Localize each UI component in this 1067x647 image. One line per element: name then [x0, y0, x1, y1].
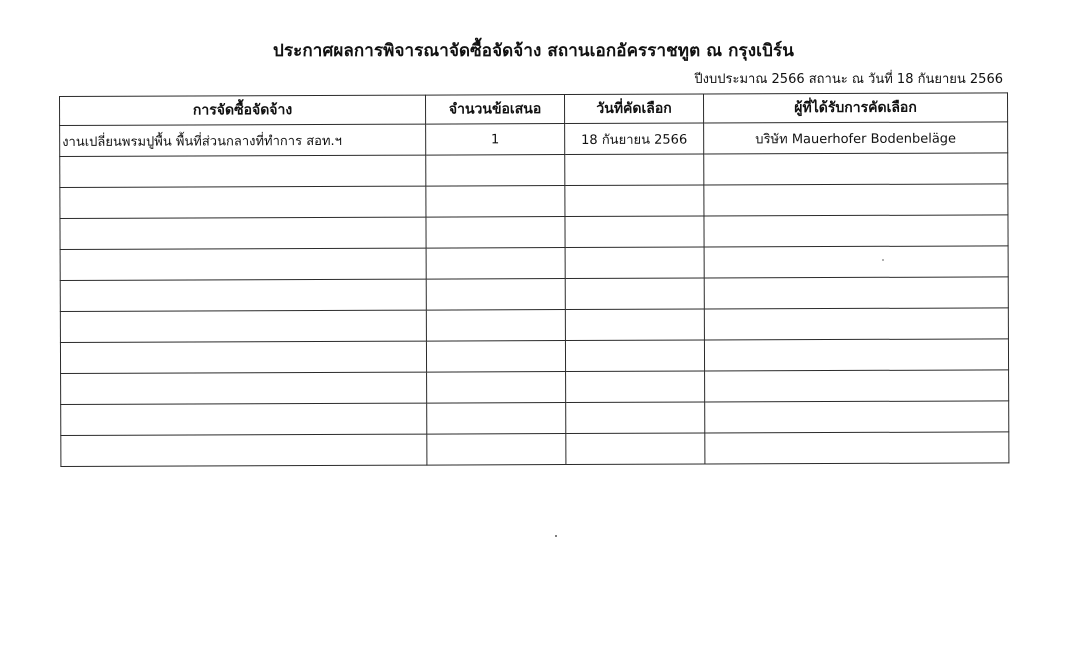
cell-selection-date — [566, 433, 705, 465]
cell-procurement — [60, 248, 426, 280]
cell-selection-date — [565, 278, 704, 310]
cell-selection-date — [566, 402, 705, 434]
cell-selection-date — [565, 216, 704, 248]
scan-speck — [882, 259, 884, 261]
cell-procurement — [61, 372, 427, 404]
cell-offer-count — [426, 279, 565, 311]
cell-selected-vendor — [705, 370, 1009, 402]
cell-selection-date: 18 กันยายน 2566 — [565, 123, 704, 155]
table-row — [61, 370, 1009, 405]
cell-procurement — [60, 186, 426, 218]
cell-selection-date — [565, 154, 704, 186]
table-row — [60, 246, 1008, 281]
cell-procurement — [60, 217, 426, 249]
cell-procurement — [60, 310, 426, 342]
status-date-line: ปีงบประมาณ 2566 สถานะ ณ วันที่ 18 กันยายน 2566 — [694, 72, 1003, 87]
table-header-row — [60, 93, 1008, 126]
cell-procurement — [60, 279, 426, 311]
cell-selected-vendor — [705, 401, 1009, 433]
cell-offer-count — [427, 403, 566, 435]
cell-selection-date — [565, 185, 704, 217]
cell-offer-count — [427, 372, 566, 404]
cell-selection-date — [565, 309, 704, 341]
table-row — [60, 277, 1008, 312]
cell-selected-vendor — [704, 153, 1008, 185]
cell-procurement — [60, 341, 426, 373]
scan-speck — [555, 535, 557, 537]
cell-offer-count — [426, 217, 565, 249]
column-header-procurement: การจัดซื้อจัดจ้าง — [60, 95, 426, 125]
cell-selected-vendor: บริษัท Mauerhofer Bodenbeläge — [704, 122, 1008, 154]
cell-selection-date — [565, 247, 704, 279]
table-row — [60, 215, 1008, 250]
page-title: ประกาศผลการพิจารณาจัดซื้อจัดจ้าง สถานเอกอัครราชทูต ณ กรุงเบิร์น — [273, 41, 794, 61]
procurement-results-table — [59, 92, 1009, 467]
cell-selected-vendor — [704, 277, 1008, 309]
cell-offer-count — [426, 310, 565, 342]
cell-offer-count — [426, 248, 565, 280]
cell-offer-count — [427, 434, 566, 466]
table-row — [61, 401, 1009, 436]
cell-procurement: งานเปลี่ยนพรมปูพื้น พื้นที่ส่วนกลางที่ทำการ สอท.ฯ — [60, 124, 426, 156]
table-row — [61, 432, 1009, 467]
cell-selected-vendor — [705, 432, 1009, 464]
column-header-selected-vendor: ผู้ที่ได้รับการคัดเลือก — [703, 93, 1007, 123]
cell-selected-vendor — [704, 215, 1008, 247]
column-header-offer-count: จำนวนข้อเสนอ — [425, 95, 564, 125]
cell-selected-vendor — [704, 339, 1008, 371]
cell-selected-vendor — [704, 184, 1008, 216]
cell-offer-count: 1 — [426, 124, 565, 156]
table-row — [60, 122, 1008, 157]
cell-offer-count — [426, 341, 565, 373]
cell-selection-date — [566, 371, 705, 403]
cell-selected-vendor — [704, 308, 1008, 340]
column-header-selection-date: วันที่คัดเลือก — [564, 94, 703, 124]
table-row — [60, 339, 1008, 374]
cell-selected-vendor — [704, 246, 1008, 278]
cell-procurement — [61, 403, 427, 435]
cell-procurement — [61, 434, 427, 466]
table-row — [60, 308, 1008, 343]
cell-offer-count — [426, 186, 565, 218]
table-row — [60, 153, 1008, 188]
cell-selection-date — [565, 340, 704, 372]
table-row — [60, 184, 1008, 219]
cell-offer-count — [426, 155, 565, 187]
cell-procurement — [60, 155, 426, 187]
